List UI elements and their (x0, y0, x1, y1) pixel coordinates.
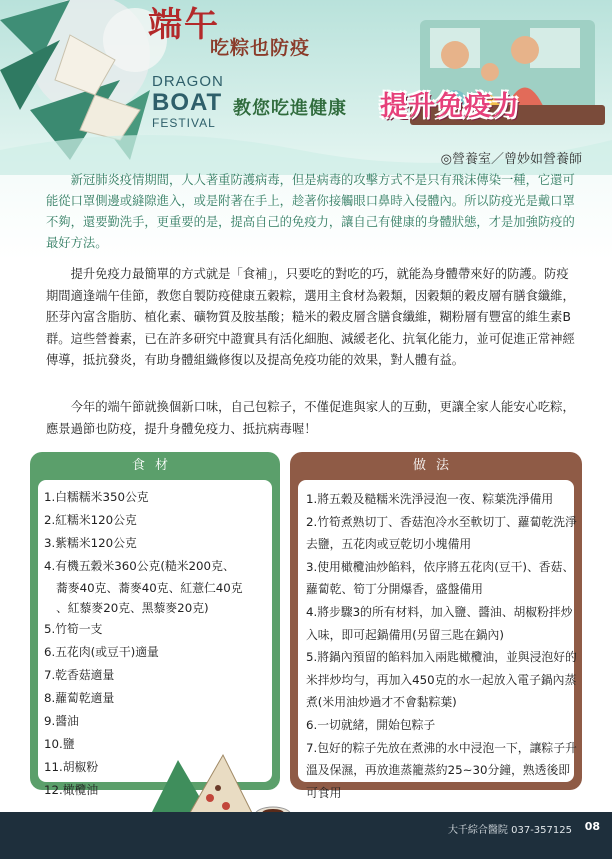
logo-chinese: 端午 (148, 5, 220, 45)
ingredient-item: 8.蘿蔔乾適量 (44, 691, 115, 705)
method-step: 7.包好的粽子先放在煮沸的水中浸泡一下，讓粽子升溫及保濕，再放進蒸籠蒸約25~30分鐘，熟透後即可食用 (306, 740, 577, 800)
header-banner (0, 0, 612, 175)
method-steps (304, 488, 580, 804)
ingredient-item: 5.竹筍一支 (44, 622, 103, 636)
ingredients-title: 食材 (131, 458, 178, 473)
footer-bar (0, 812, 612, 859)
footer-hospital: 大千綜合醫院 037-357125 (447, 825, 572, 836)
ingredient-item: 2.紅糯米120公克 (44, 513, 137, 527)
method-panel (290, 452, 582, 800)
logo-line-1: DRAGON (152, 73, 224, 90)
ingredient-item: 12.橄欖油 (44, 783, 99, 797)
ingredient-item: 10.鹽 (44, 737, 75, 751)
title-line-2: 教您吃進健康 (233, 98, 347, 119)
method-step: 3.使用橄欖油炒餡料，依序將五花肉(豆干)、香菇、蘿蔔乾、筍丁分開爆香，盛盤備用 (306, 559, 575, 597)
ingredients-panel (30, 452, 280, 797)
ingredient-item: 6.五花肉(或豆干)適量 (44, 645, 159, 659)
ingredient-item: 7.乾香菇適量 (44, 668, 115, 682)
ingredient-item: 9.醬油 (44, 714, 79, 728)
method-body (298, 480, 577, 800)
ingredient-item: 11.胡椒粉 (44, 760, 99, 774)
method-step: 4.將步驟3的所有材料，加入鹽、醬油、胡椒粉拌炒入味，即可起鍋備用(另留三匙在鍋內) (306, 604, 573, 642)
intro-paragraph: 新冠肺炎疫情期間，人人著重防護病毒，但是病毒的攻擊方式不是只有飛沫傳染一種，它還可能從口罩側邊或縫隙進入，或是附著在手上，趁著你接觸眼口鼻時入侵體內。所以防疫光是戴口罩不夠，還要勤洗手，更重要的是，提高自己的免疫力，讓自己有健康的身體狀態，才是加強防疫的最好方法。 (46, 173, 575, 250)
ingredient-item: 1.白糯糯米350公克 (44, 490, 149, 504)
ingredient-item: 3.紫糯米120公克 (44, 536, 137, 550)
page-number: 08 (584, 820, 600, 833)
method-step: 2.竹筍煮熟切丁、香菇泡冷水至軟切丁、蘿蔔乾洗淨去鹽，五花肉或豆乾切小塊備用 (306, 514, 577, 552)
body-paragraph-2: 今年的端午節就換個新口味，自己包粽子，不僅促進與家人的互動，更讓全家人能安心吃粽，應景過節也防疫，提升身體免疫力、抵抗病毒喔！ (46, 400, 575, 436)
logo-line-3: FESTIVAL (152, 116, 216, 130)
ingredients-body (38, 480, 272, 797)
logo-line-2: BOAT (152, 89, 223, 116)
logo-english (152, 74, 224, 129)
ingredient-item-4-main: 4.有機五穀米360公克(糙米200克、 (44, 559, 235, 573)
author-byline: ◎營養室／曾妙如營養師 (440, 152, 582, 167)
method-step: 1.將五穀及糙糯米洗淨浸泡一夜、粽葉洗淨備用 (306, 492, 554, 506)
ingredient-item-4-sub-1: 蕎麥40克、蕎麥40克、紅薏仁40克 (56, 581, 243, 595)
method-title: 做法 (412, 458, 459, 473)
method-step: 5.將鍋內預留的餡料加入兩匙橄欖油，並與浸泡好的米拌炒均勻，再加入450克的水一起放入電子鍋內蒸煮(米用油炒過才不會黏粽葉) (306, 650, 577, 710)
ingredient-item-4-sub-2: 、紅藜麥20克、黑藜麥20克) (56, 601, 209, 615)
method-step: 6.一切就緒，開始包粽子 (306, 717, 436, 732)
ingredient-item-4 (44, 555, 280, 618)
title-highlight: 提升免疫力 (380, 91, 520, 122)
title-line-1: 吃粽也防疫 (210, 37, 311, 59)
body-paragraph-1: 提升免疫力最簡單的方式就是「食補」，只要吃的對吃的巧，就能為身體帶來好的防護。防疫期間適逢端午佳節，教您自製防疫健康五穀粽，選用主食材為穀類，因穀類的穀皮層有膳食纖維，胚芽內富含脂肪、植化素、礦物質及胺基酸；糙米的穀皮層含膳食纖維，糊粉層有豐富的維生素B 群。這些營養素，已在許多研究中證實具有活化細胞、減緩老化、抗氧化能力，並可促進正常神經傳導，抵抗發炎，有助身體組織修復以及提高免疫功能的效果，對人體有益。 (46, 267, 575, 367)
